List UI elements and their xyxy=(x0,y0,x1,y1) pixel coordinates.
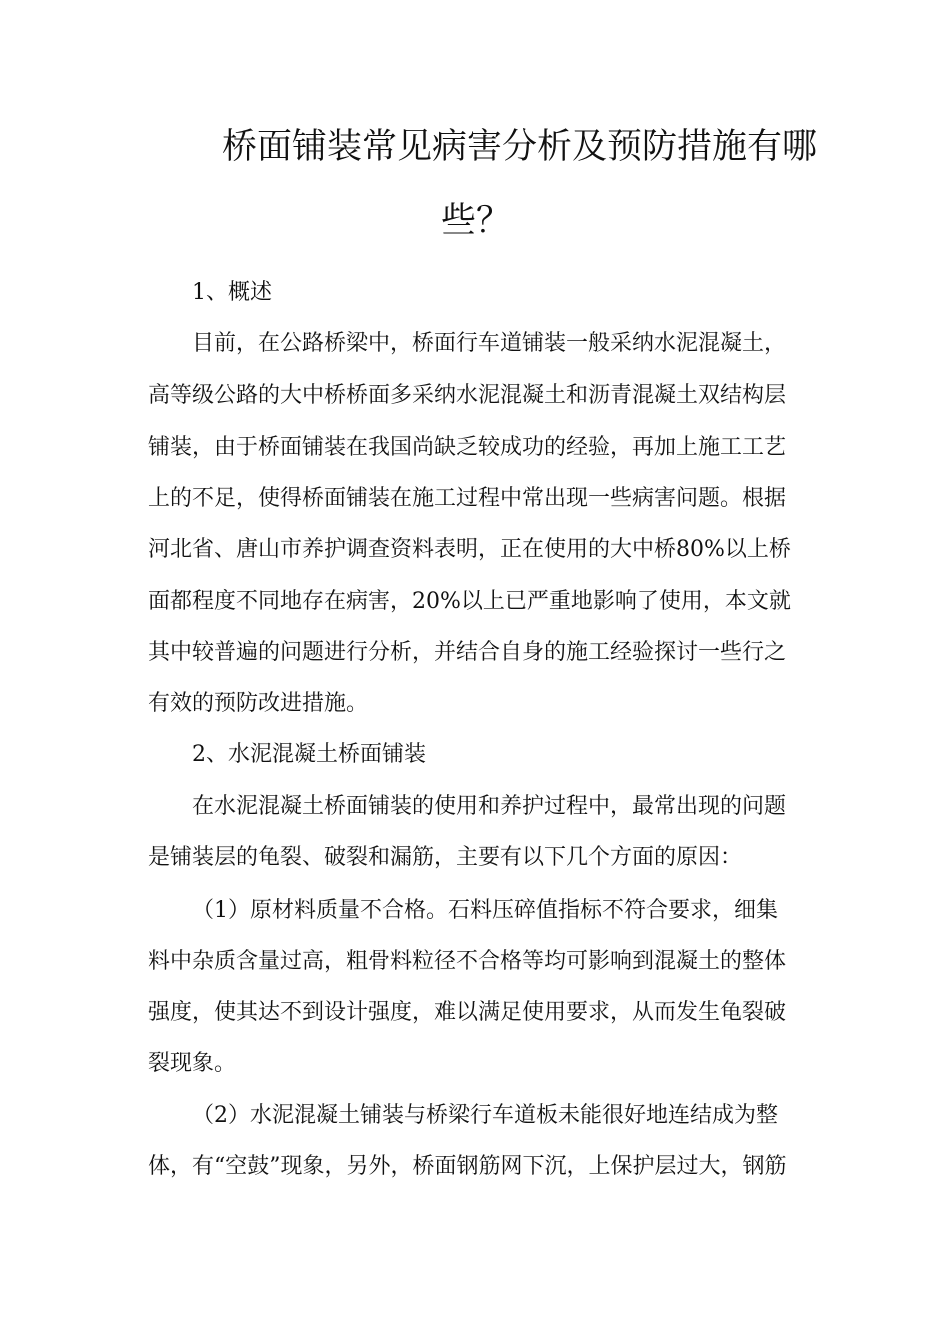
paragraph-line: 体，有“空鼓”现象，另外，桥面钢筋网下沉，上保护层过大，钢筋 xyxy=(148,1154,787,1179)
list-item-line: （1）原材料质量不合格。石料压碎值指标不符合要求，细集 xyxy=(192,898,778,923)
paragraph-line: 铺装，由于桥面铺装在我国尚缺乏较成功的经验，再加上施工工艺 xyxy=(148,435,787,460)
section-heading-cement-concrete: 2、水泥混凝土桥面铺装 xyxy=(192,742,426,767)
paragraph-line: 其中较普遍的问题进行分析，并结合自身的施工经验探讨一些行之 xyxy=(148,640,787,665)
paragraph-line: 有效的预防改进措施。 xyxy=(148,691,369,716)
paragraph-line: 目前，在公路桥梁中，桥面行车道铺装一般采纳水泥混凝土， xyxy=(192,331,787,356)
paragraph-line: 面都程度不同地存在病害，20%以上已严重地影响了使用，本文就 xyxy=(148,589,791,614)
paragraph-line: 河北省、唐山市养护调查资料表明，正在使用的大中桥80%以上桥 xyxy=(148,537,791,562)
document-title-line-1: 桥面铺装常见病害分析及预防措施有哪 xyxy=(222,127,818,167)
paragraph-line: 是铺装层的龟裂、破裂和漏筋，主要有以下几个方面的原因： xyxy=(148,845,743,870)
paragraph-line: 强度，使其达不到设计强度，难以满足使用要求，从而发生龟裂破 xyxy=(148,1000,787,1025)
section-heading-overview: 1、概述 xyxy=(192,280,272,305)
paragraph-line: 高等级公路的大中桥桥面多采纳水泥混凝土和沥青混凝土双结构层 xyxy=(148,383,787,408)
list-item-line: （2）水泥混凝土铺装与桥梁行车道板未能很好地连结成为整 xyxy=(192,1103,778,1128)
paragraph-line: 裂现象。 xyxy=(148,1051,237,1076)
paragraph-line: 在水泥混凝土桥面铺装的使用和养护过程中，最常出现的问题 xyxy=(192,794,787,819)
paragraph-line: 上的不足，使得桥面铺装在施工过程中常出现一些病害问题。根据 xyxy=(148,486,787,511)
document-title-line-2: 些？ xyxy=(441,201,512,241)
paragraph-line: 料中杂质含量过高，粗骨料粒径不合格等均可影响到混凝土的整体 xyxy=(148,949,787,974)
